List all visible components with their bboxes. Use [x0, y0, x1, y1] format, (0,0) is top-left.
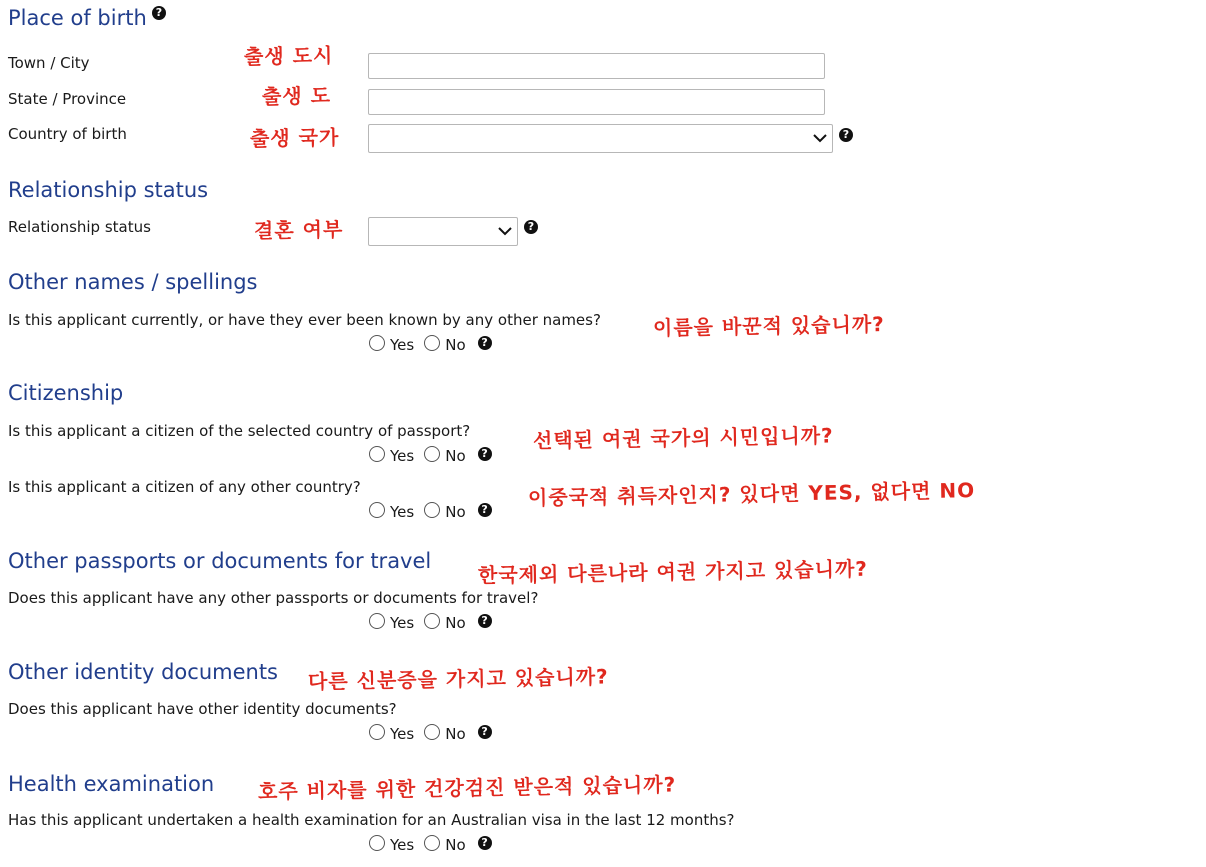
- health-examination-note: 호주 비자를 위한 건강검진 받은적 있습니까?: [257, 772, 677, 804]
- other-names-no-radio[interactable]: [424, 335, 440, 351]
- citizenship-q1: Is this applicant a citizen of the selected country of passport?: [8, 422, 471, 440]
- town-city-label: Town / City: [8, 54, 90, 72]
- yes-label: Yes: [390, 447, 415, 465]
- citizenship-q2-radio-group: [369, 500, 492, 520]
- health-examination-yes-radio[interactable]: [369, 835, 385, 851]
- other-names-yes-radio[interactable]: [369, 335, 385, 351]
- chevron-down-icon: [813, 133, 827, 143]
- other-passports-yes-radio[interactable]: [369, 613, 385, 629]
- other-passports-help-icon[interactable]: ?: [478, 614, 492, 628]
- identity-documents-heading: Other identity documents: [8, 660, 278, 684]
- citizenship-q2-help-icon[interactable]: ?: [478, 503, 492, 517]
- yes-label: Yes: [390, 725, 415, 743]
- relationship-status-help-icon[interactable]: ?: [524, 220, 538, 234]
- citizenship-q1-no-radio[interactable]: [424, 446, 440, 462]
- yes-label: Yes: [390, 614, 415, 632]
- identity-documents-question: Does this applicant have other identity documents?: [8, 700, 397, 718]
- no-label: No: [445, 336, 466, 354]
- other-names-question: Is this applicant currently, or have they ever been known by any other names?: [8, 311, 601, 329]
- other-names-radio-group: [369, 333, 492, 353]
- no-label: No: [445, 503, 466, 521]
- health-examination-help-icon[interactable]: ?: [478, 836, 492, 850]
- state-province-note: 출생 도: [261, 83, 332, 109]
- town-city-note: 출생 도시: [243, 43, 334, 69]
- relationship-status-heading: Relationship status: [8, 178, 209, 202]
- state-province-input[interactable]: [368, 89, 825, 115]
- citizenship-q2-no-radio[interactable]: [424, 502, 440, 518]
- other-passports-radio-group: [369, 611, 492, 631]
- other-passports-question: Does this applicant have any other passports or documents for travel?: [8, 589, 539, 607]
- citizenship-heading: Citizenship: [8, 381, 124, 405]
- yes-label: Yes: [390, 836, 415, 854]
- town-city-input[interactable]: [368, 53, 825, 79]
- citizenship-q1-yes-radio[interactable]: [369, 446, 385, 462]
- country-of-birth-select[interactable]: [368, 124, 833, 153]
- place-of-birth-heading: Place of birth: [8, 6, 147, 30]
- identity-documents-yes-radio[interactable]: [369, 724, 385, 740]
- identity-documents-note: 다른 신분증을 가지고 있습니까?: [307, 664, 609, 694]
- country-of-birth-label: Country of birth: [8, 125, 127, 143]
- other-passports-no-radio[interactable]: [424, 613, 440, 629]
- citizenship-q1-radio-group: [369, 444, 492, 464]
- place-of-birth-help-icon[interactable]: ?: [152, 6, 166, 20]
- relationship-status-label: Relationship status: [8, 218, 151, 236]
- health-examination-question: Has this applicant undertaken a health examination for an Australian visa in the last 12 months?: [8, 811, 735, 829]
- no-label: No: [445, 725, 466, 743]
- identity-documents-help-icon[interactable]: ?: [478, 725, 492, 739]
- yes-label: Yes: [390, 336, 415, 354]
- citizenship-q1-help-icon[interactable]: ?: [478, 447, 492, 461]
- state-province-label: State / Province: [8, 90, 127, 108]
- other-names-note: 이름을 바꾼적 있습니까?: [652, 311, 885, 341]
- other-passports-note: 한국제외 다른나라 여권 가지고 있습니까?: [477, 556, 869, 588]
- identity-documents-radio-group: [369, 722, 492, 742]
- identity-documents-no-radio[interactable]: [424, 724, 440, 740]
- no-label: No: [445, 836, 466, 854]
- citizenship-q1-note: 선택된 여권 국가의 시민입니까?: [532, 423, 834, 453]
- other-names-heading: Other names / spellings: [8, 270, 258, 294]
- health-examination-no-radio[interactable]: [424, 835, 440, 851]
- no-label: No: [445, 447, 466, 465]
- health-examination-heading: Health examination: [8, 772, 215, 796]
- relationship-status-note: 결혼 여부: [253, 217, 344, 243]
- citizenship-q2-note: 이중국적 취득자인지? 있다면 YES, 없다면 NO: [527, 478, 976, 510]
- no-label: No: [445, 614, 466, 632]
- chevron-down-icon: [498, 226, 512, 236]
- other-names-help-icon[interactable]: ?: [478, 336, 492, 350]
- relationship-status-select[interactable]: [368, 217, 518, 246]
- country-of-birth-help-icon[interactable]: ?: [839, 128, 853, 142]
- citizenship-q2: Is this applicant a citizen of any other country?: [8, 478, 361, 496]
- citizenship-q2-yes-radio[interactable]: [369, 502, 385, 518]
- other-passports-heading: Other passports or documents for travel: [8, 549, 432, 573]
- yes-label: Yes: [390, 503, 415, 521]
- health-examination-radio-group: [369, 833, 492, 853]
- country-of-birth-note: 출생 국가: [249, 125, 340, 151]
